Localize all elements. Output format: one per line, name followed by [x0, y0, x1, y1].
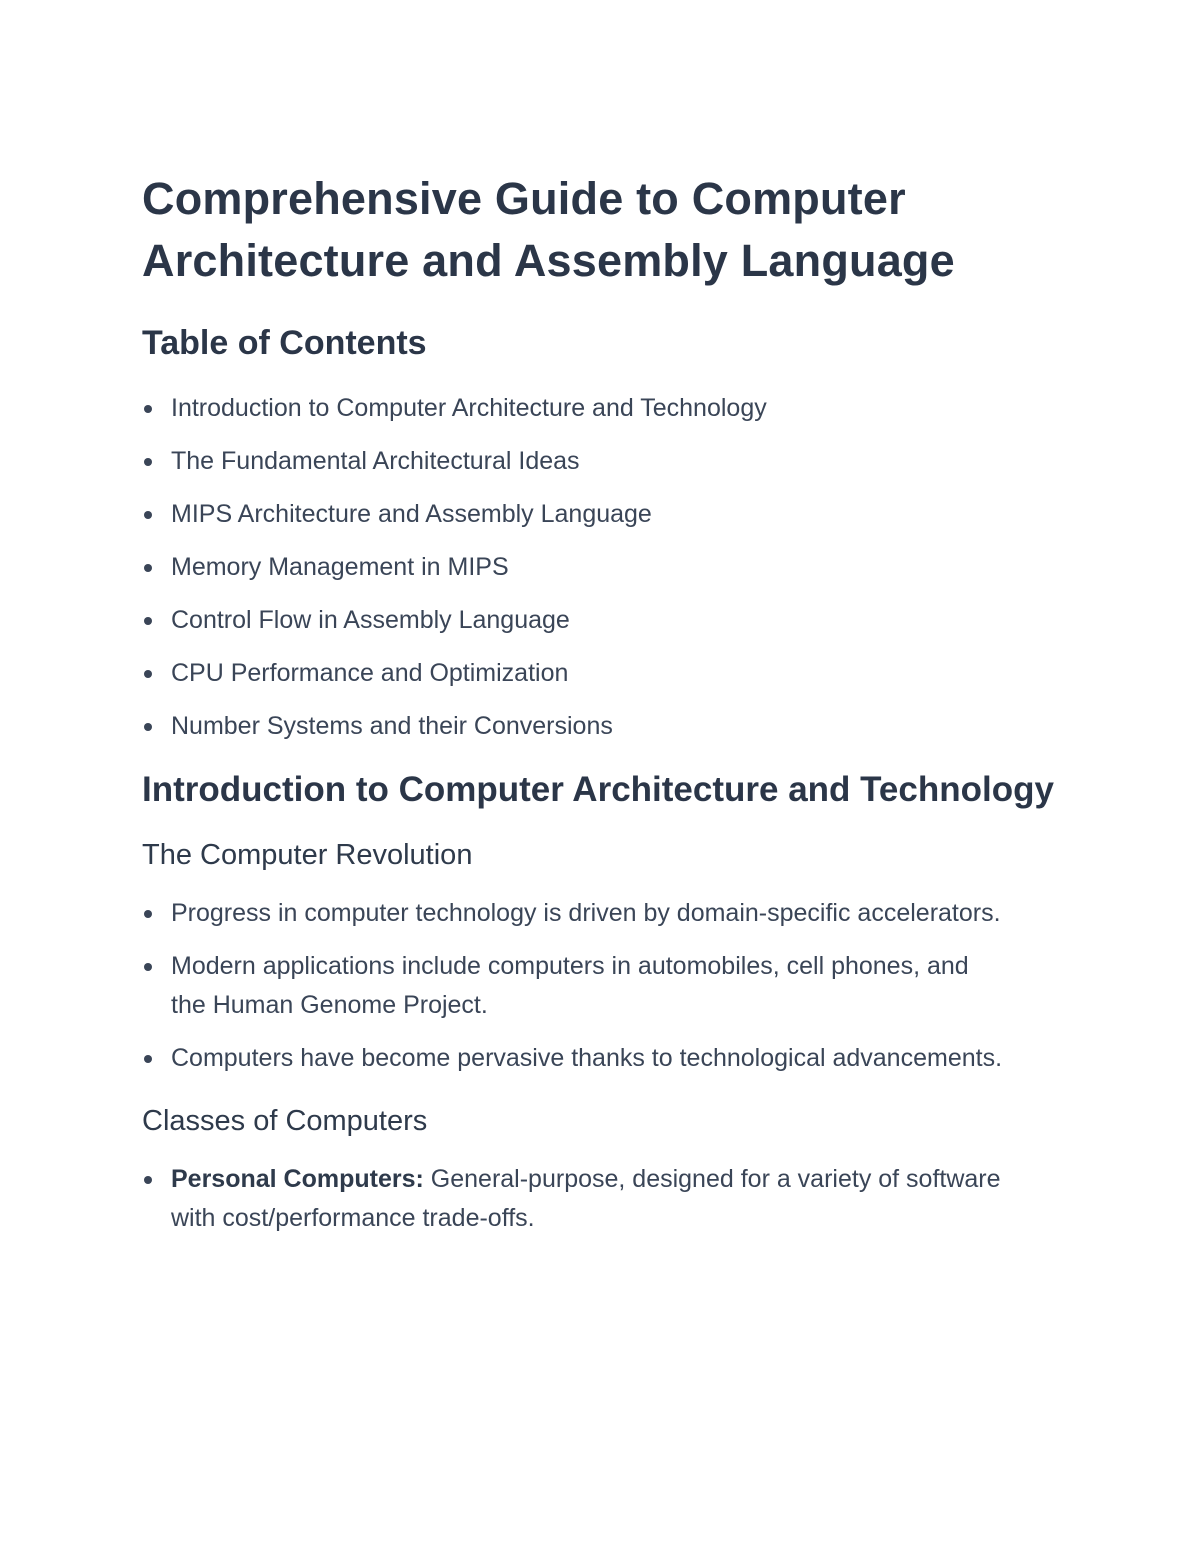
toc-item[interactable] — [142, 496, 1060, 532]
toc-list — [142, 390, 1060, 744]
classes-list — [142, 1160, 1060, 1238]
list-item — [142, 947, 1060, 1025]
bullet-icon — [144, 723, 152, 731]
toc-item-label: Number Systems and their Conversions — [171, 712, 613, 740]
toc-item-label: MIPS Architecture and Assembly Language — [171, 500, 652, 528]
list-item-text: Progress in computer technology is driven by domain-specific accelerators. — [171, 899, 1001, 927]
list-item-text: Computers have become pervasive thanks to technological advancements. — [171, 1044, 1003, 1072]
subsection-heading-revolution: The Computer Revolution — [142, 839, 473, 871]
toc-item[interactable] — [142, 443, 1060, 479]
toc-item-label: Memory Management in MIPS — [171, 553, 509, 581]
toc-item[interactable] — [142, 549, 1060, 585]
bullet-icon — [144, 910, 152, 918]
toc-item[interactable] — [142, 602, 1060, 638]
toc-item[interactable] — [142, 390, 1060, 426]
bullet-icon — [144, 458, 152, 466]
bullet-icon — [144, 617, 152, 625]
list-item-text: Modern applications include computers in automobiles, cell phones, and the Human Genome Project. — [171, 952, 969, 1019]
list-item-text: General-purpose, designed for a variety of software with cost/performance trade-offs. — [171, 1165, 1001, 1232]
section-heading: Introduction to Computer Architecture and Technology — [142, 770, 1054, 809]
toc-item-label: CPU Performance and Optimization — [171, 659, 569, 687]
toc-item[interactable] — [142, 708, 1060, 744]
list-item-term: Personal Computers: — [171, 1165, 424, 1193]
bullet-icon — [144, 1176, 152, 1184]
toc-item[interactable] — [142, 655, 1060, 691]
bullet-icon — [144, 1055, 152, 1063]
list-item — [142, 1160, 1060, 1238]
bullet-icon — [144, 564, 152, 572]
list-item — [142, 894, 1060, 933]
bullet-icon — [144, 670, 152, 678]
bullet-icon — [144, 405, 152, 413]
toc-item-label: Introduction to Computer Architecture and Technology — [171, 394, 767, 422]
document-title: Comprehensive Guide to Computer Architecture and Assembly Language — [142, 173, 955, 286]
toc-item-label: The Fundamental Architectural Ideas — [171, 447, 580, 475]
toc-heading: Table of Contents — [142, 324, 427, 362]
bullet-icon — [144, 963, 152, 971]
bullet-icon — [144, 511, 152, 519]
subsection-heading-classes: Classes of Computers — [142, 1105, 428, 1137]
toc-item-label: Control Flow in Assembly Language — [171, 606, 570, 634]
list-item — [142, 1039, 1060, 1078]
revolution-list — [142, 894, 1060, 1078]
